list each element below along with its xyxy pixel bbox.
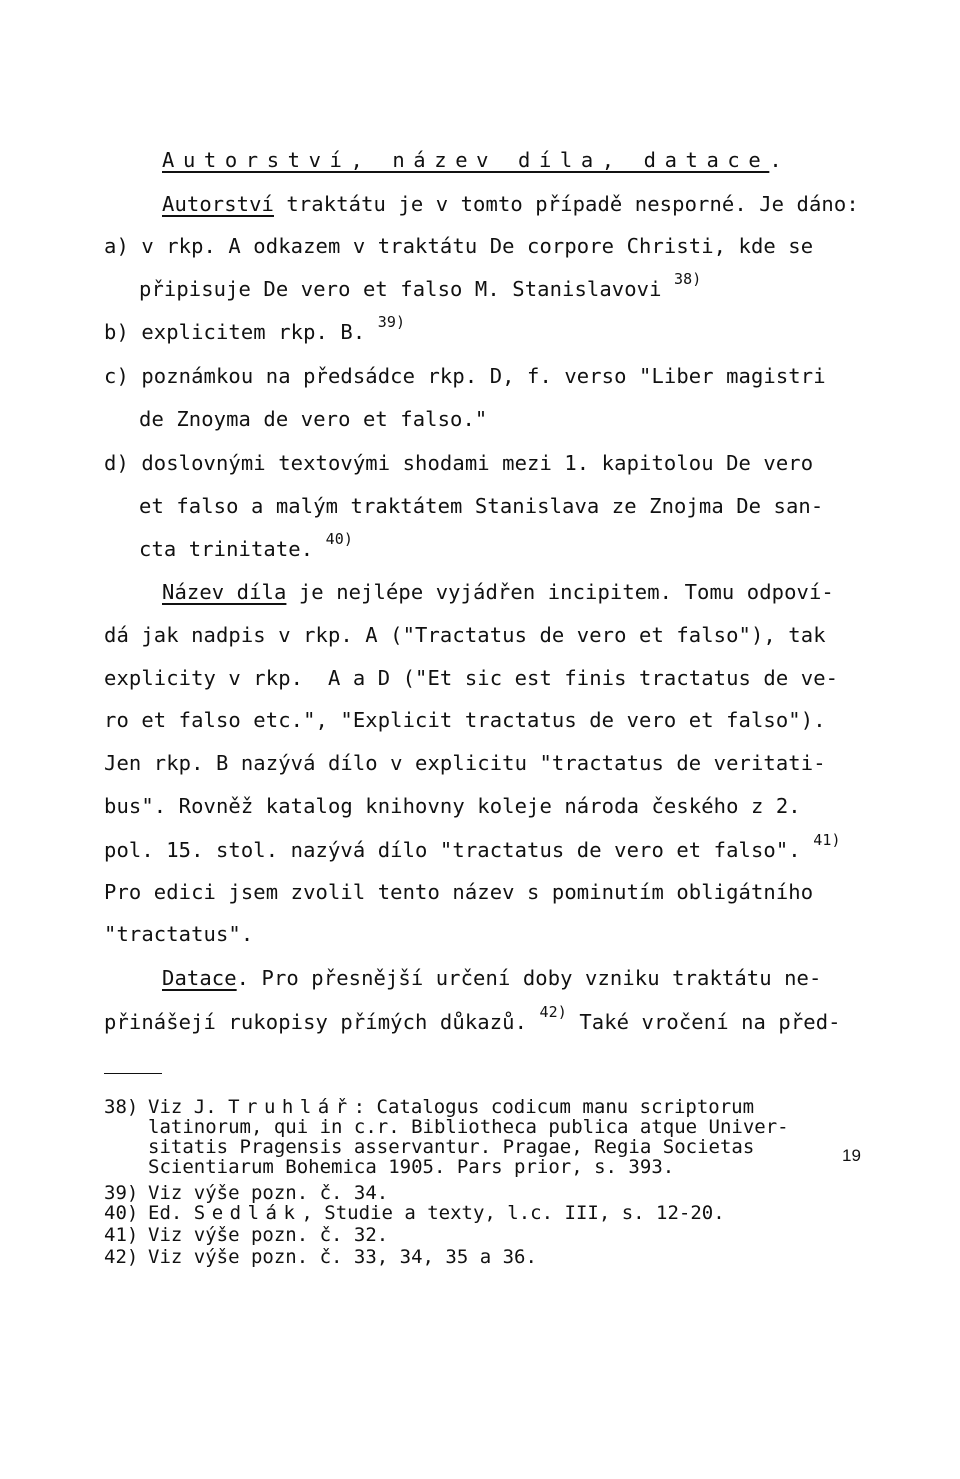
footnote-39-number: 39) [104,1182,139,1204]
nazev-line-8: Pro edici jsem zvolil tento název s pominutím obligátního [104,880,814,904]
footnote-40-prefix: Ed. [148,1202,194,1224]
footnote-41-text: Viz výše pozn. č. 32. [148,1224,389,1246]
autorstvi-item-a-line-2 [139,270,702,301]
autorstvi-line-1 [162,192,859,216]
section-heading [162,148,782,172]
autorstvi-item-b [104,313,406,344]
footnote-ref-42: 42) [539,1003,567,1022]
footnote-40-number: 40) [104,1202,139,1224]
footnote-ref-39: 39) [377,313,406,332]
footnote-38-number: 38) [104,1096,139,1118]
footnote-42-text: Viz výše pozn. č. 33, 34, 35 a 36. [148,1246,537,1268]
footnote-40-author: Sedlák [193,1202,302,1224]
nazev-line-7 [104,831,841,862]
nazev-line-7-text: pol. 15. stol. nazývá dílo "tractatus de vero et falso". [104,838,814,862]
footnote-38-line-2: latinorum, qui in c.r. Bibliotheca publica atque Univer- [148,1116,789,1138]
datace-line-2-tail: Také vročení na před- [566,1010,841,1034]
autorstvi-item-c-line-2: de Znoyma de vero et falso." [139,407,488,431]
nazev-line-9: "tractatus". [104,922,254,946]
footnote-38-line-4: Scientiarum Bohemica 1905. Pars prior, s. 393. [148,1156,675,1178]
footnote-40-title: , Studie a texty, l.c. III, s. 12-20. [301,1202,725,1224]
nazev-line-1-rest: je nejlépe vyjádřen incipitem. Tomu odpoví- [286,580,834,604]
nazev-line-2: dá jak nadpis v rkp. A ("Tractatus de vero et falso"), tak [104,623,826,647]
page-number: 19 [842,1146,861,1165]
nazev-line-1 [162,580,834,604]
nazev-lead: Název díla [162,580,287,604]
footnote-41-number: 41) [104,1224,139,1246]
footnote-divider [104,1073,162,1074]
footnote-42-number: 42) [104,1246,139,1268]
autorstvi-lead: Autorství [162,192,274,216]
footnote-ref-40: 40) [325,530,354,549]
section-heading-title: Autorství, název díla, datace [162,148,770,172]
datace-lead: Datace [162,966,237,990]
autorstvi-item-b-text: b) explicitem rkp. B. [104,320,378,344]
footnote-38-title: : Catalogus codicum manu scriptorum [353,1096,755,1118]
footnote-38-prefix: Viz J. [148,1096,229,1118]
autorstvi-item-d-text: cta trinitate. [139,537,326,561]
footnote-39-text: Viz výše pozn. č. 34. [148,1182,389,1204]
datace-line-1-rest: . Pro přesnější určení doby vzniku traktátu ne- [236,966,822,990]
footnote-38-line-1 [148,1098,754,1118]
section-heading-dot: . [769,148,782,172]
autorstvi-rest: traktátu je v tomto případě nesporné. Je dáno: [273,192,859,216]
footnote-38-author: Truhlář [228,1096,354,1118]
autorstvi-item-d-line-3 [139,530,354,561]
autorstvi-item-a-text: připisuje De vero et falso M. Stanislavovi [139,277,675,301]
nazev-line-6: bus". Rovněž katalog knihovny koleje národa českého z 2. [104,794,801,818]
autorstvi-item-d-line-2: et falso a malým traktátem Stanislava ze Znojma De san- [139,494,824,518]
nazev-line-3: explicity v rkp. A a D ("Et sic est finis tractatus de ve- [104,666,839,690]
footnote-38-line-3: sitatis Pragensis asservantur. Pragae, Regia Societas [148,1136,755,1158]
datace-line-2-text: přinášejí rukopisy přímých důkazů. [104,1010,540,1034]
datace-line-2 [104,1003,841,1034]
autorstvi-item-c-line-1: c) poznámkou na předsádce rkp. D, f. verso "Liber magistri [104,364,826,388]
footnote-ref-41: 41) [813,831,841,850]
autorstvi-item-a-line-1: a) v rkp. A odkazem v traktátu De corpore Christi, kde se [104,234,814,258]
nazev-line-5: Jen rkp. B nazývá dílo v explicitu "tractatus de veritati- [104,751,826,775]
nazev-line-4: ro et falso etc.", "Explicit tractatus de vero et falso"). [104,708,826,732]
footnote-ref-38: 38) [674,270,702,289]
autorstvi-item-d-line-1: d) doslovnými textovými shodami mezi 1. kapitolou De vero [104,451,814,475]
footnote-40-text [148,1204,725,1224]
datace-line-1 [162,966,821,990]
